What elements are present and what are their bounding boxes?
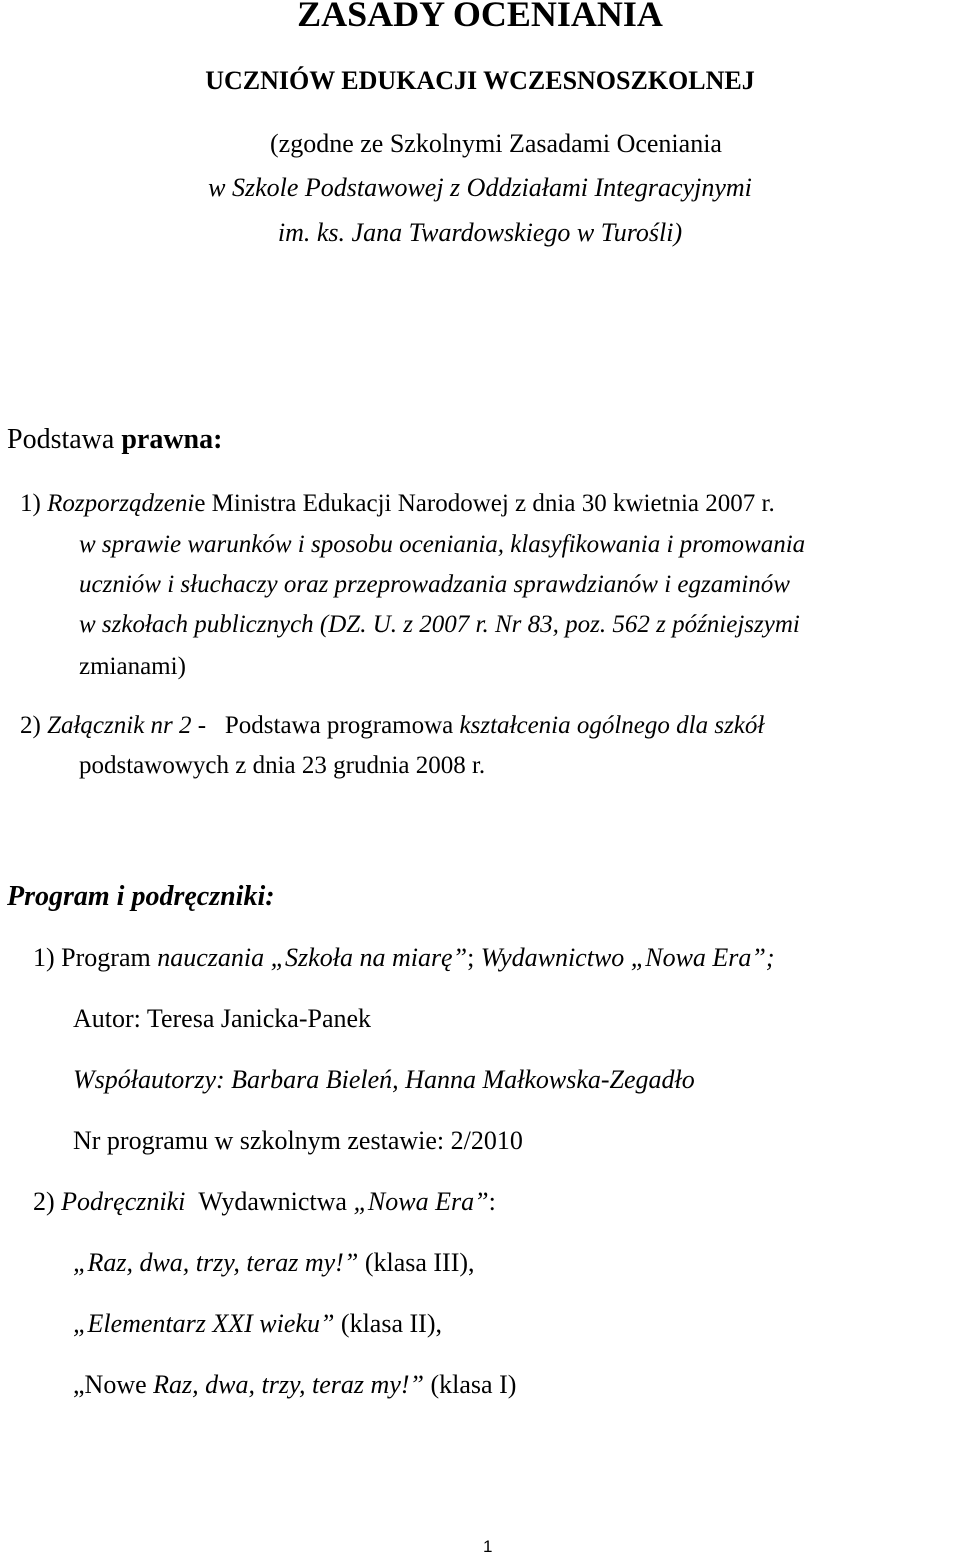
legal-item-2-italic-b: kształcenia ogólnego dla szkół <box>459 712 765 739</box>
intro-line-1: (zgodne ze Szkolnymi Zasadami Oceniania <box>270 129 722 158</box>
program-author: Autor: Teresa Janicka-Panek <box>73 1004 372 1033</box>
legal-basis-heading-b: prawna: <box>121 424 223 455</box>
book-title: Raz, dwa, trzy, teraz my!” <box>153 1370 424 1399</box>
page-number: 1 <box>483 1537 493 1556</box>
program-item-2-colon: : <box>488 1187 496 1216</box>
legal-item-1-line-3: uczniów i słuchaczy oraz przeprowadzania sprawdzianów i egzaminów <box>79 571 790 598</box>
legal-item-1-line-5: zmianami) <box>79 653 186 680</box>
program-coauthors: Współautorzy: Barbara Bieleń, Hanna Małkowska-Zegadło <box>73 1065 695 1094</box>
book-title: „Raz, dwa, trzy, teraz my!” <box>73 1248 359 1277</box>
legal-item-1-line-2: w sprawie warunków i sposobu oceniania, klasyfikowania i promowania <box>79 531 806 558</box>
program-number: Nr programu w szkolnym zestawie: 2/2010 <box>73 1126 523 1155</box>
intro-line-2: w Szkole Podstawowej z Oddziałami Integracyjnymi <box>208 173 752 202</box>
legal-item-2-italic-a: Załącznik nr 2 - <box>47 712 207 739</box>
program-item-2-line-1 <box>33 1189 496 1215</box>
programs-heading: Program i podręczniki: <box>7 881 275 912</box>
book-class: (klasa I) <box>430 1370 517 1399</box>
legal-item-2-line-1 <box>20 713 764 738</box>
legal-item-1-number: 1) <box>20 490 41 517</box>
book-class: (klasa III), <box>364 1248 475 1277</box>
program-item-1-normal: Program <box>61 943 151 972</box>
legal-item-2-number: 2) <box>20 712 41 739</box>
legal-item-2-line-2: podstawowych z dnia 23 grudnia 2008 r. <box>79 752 486 779</box>
legal-item-1-line-4: w szkołach publicznych (DZ. U. z 2007 r. Nr 83, poz. 562 z późniejszymi <box>79 611 800 638</box>
book-item <box>73 1250 475 1276</box>
program-item-1-italic-b: Wydawnictwo „Nowa Era”; <box>480 943 775 972</box>
legal-item-1-line-1 <box>20 491 775 516</box>
book-item <box>73 1372 516 1398</box>
document-title: ZASADY OCENIANIA <box>297 0 663 34</box>
legal-basis-heading-a: Podstawa <box>7 424 115 455</box>
book-class: (klasa II), <box>340 1309 442 1338</box>
legal-item-1-rest: e Ministra Edukacji Narodowej z dnia 30 kwietnia 2007 r. <box>194 490 775 517</box>
program-item-2-normal: Wydawnictwa <box>198 1187 347 1216</box>
program-item-2-italic-b: „Nowa Era” <box>353 1187 489 1216</box>
document-subtitle: UCZNIÓW EDUKACJI WCZESNOSZKOLNEJ <box>205 66 755 95</box>
program-item-1-italic-a: nauczania „Szkoła na miarę” <box>157 943 468 972</box>
intro-line-3: im. ks. Jana Twardowskiego w Turośli) <box>277 218 683 247</box>
book-title: „Elementarz XXI wieku” <box>73 1309 335 1338</box>
program-item-2-italic-a: Podręczniki <box>61 1187 186 1216</box>
program-item-1-number: 1) <box>33 943 55 972</box>
program-item-2-number: 2) <box>33 1187 55 1216</box>
book-item <box>73 1311 442 1337</box>
legal-basis-heading <box>7 426 222 454</box>
legal-item-1-italic: Rozporządzeni <box>47 490 195 517</box>
program-item-1-separator: ; <box>467 943 475 972</box>
book-prefix: „Nowe <box>73 1370 147 1399</box>
legal-item-2-normal: Podstawa programowa <box>224 712 454 739</box>
program-item-1-line-1 <box>33 945 775 971</box>
